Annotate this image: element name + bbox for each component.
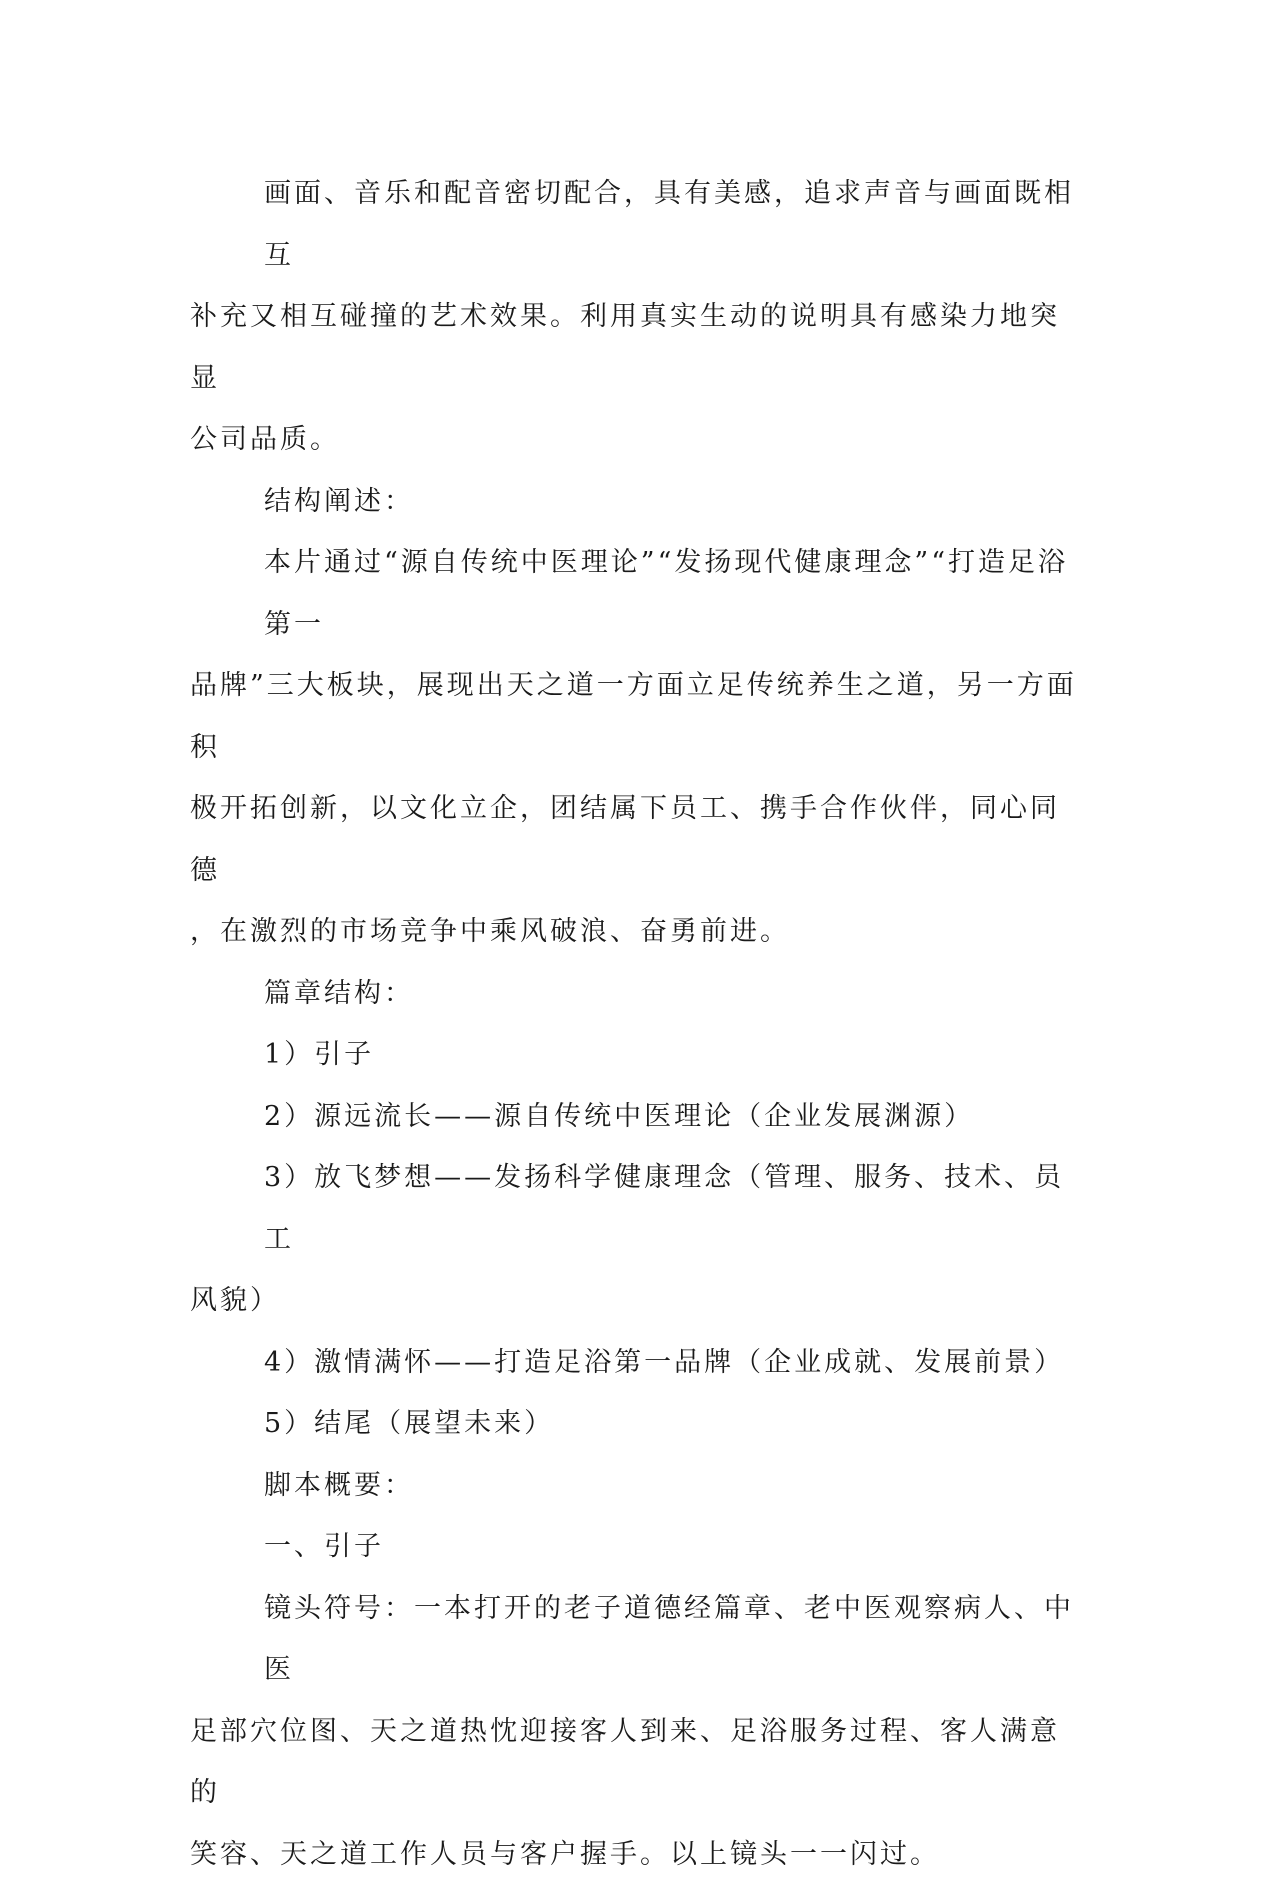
heading-structure <box>190 471 1080 533</box>
paragraph-structure-description <box>190 532 1080 963</box>
heading-chapters <box>190 963 1080 1025</box>
text-line: 品牌”三大板块，展现出天之道一方面立足传统养生之道，另一方面积 <box>190 655 1080 778</box>
text-line: 一、引子 <box>190 1516 1080 1578</box>
paragraph-shots <box>190 1578 1080 1885</box>
section-heading-intro <box>190 1516 1080 1578</box>
text-line: 篇章结构： <box>190 963 1080 1025</box>
chapter-item-3 <box>190 1147 1080 1332</box>
chapter-item-1 <box>190 1024 1080 1086</box>
text-line: 镜头符号：一本打开的老子道德经篇章、老中医观察病人、中医 <box>190 1578 1080 1701</box>
text-line: 足部穴位图、天之道热忱迎接客人到来、足浴服务过程、客人满意的 <box>190 1701 1080 1824</box>
text-line: 风貌） <box>190 1270 1080 1332</box>
document-body <box>190 163 1080 1885</box>
paragraph-intro <box>190 163 1080 471</box>
text-line: 1）引子 <box>190 1024 1080 1086</box>
text-line: ，在激烈的市场竞争中乘风破浪、奋勇前进。 <box>190 901 1080 963</box>
text-line: 补充又相互碰撞的艺术效果。利用真实生动的说明具有感染力地突显 <box>190 286 1080 409</box>
text-line: 公司品质。 <box>190 409 1080 471</box>
text-line: 本片通过“源自传统中医理论”“发扬现代健康理念”“打造足浴第一 <box>190 532 1080 655</box>
chapter-item-4 <box>190 1332 1080 1394</box>
text-line: 2）源远流长——源自传统中医理论（企业发展渊源） <box>190 1086 1080 1148</box>
chapter-item-2 <box>190 1086 1080 1148</box>
text-line: 3）放飞梦想——发扬科学健康理念（管理、服务、技术、员工 <box>190 1147 1080 1270</box>
text-line: 4）激情满怀——打造足浴第一品牌（企业成就、发展前景） <box>190 1332 1080 1394</box>
heading-script-summary <box>190 1455 1080 1517</box>
text-line: 5）结尾（展望未来） <box>190 1393 1080 1455</box>
text-line: 结构阐述： <box>190 471 1080 533</box>
text-line: 极开拓创新，以文化立企，团结属下员工、携手合作伙伴，同心同德 <box>190 778 1080 901</box>
chapter-item-5 <box>190 1393 1080 1455</box>
text-line: 脚本概要： <box>190 1455 1080 1517</box>
text-line: 画面、音乐和配音密切配合，具有美感，追求声音与画面既相互 <box>190 163 1080 286</box>
text-line: 笑容、天之道工作人员与客户握手。以上镜头一一闪过。 <box>190 1824 1080 1885</box>
